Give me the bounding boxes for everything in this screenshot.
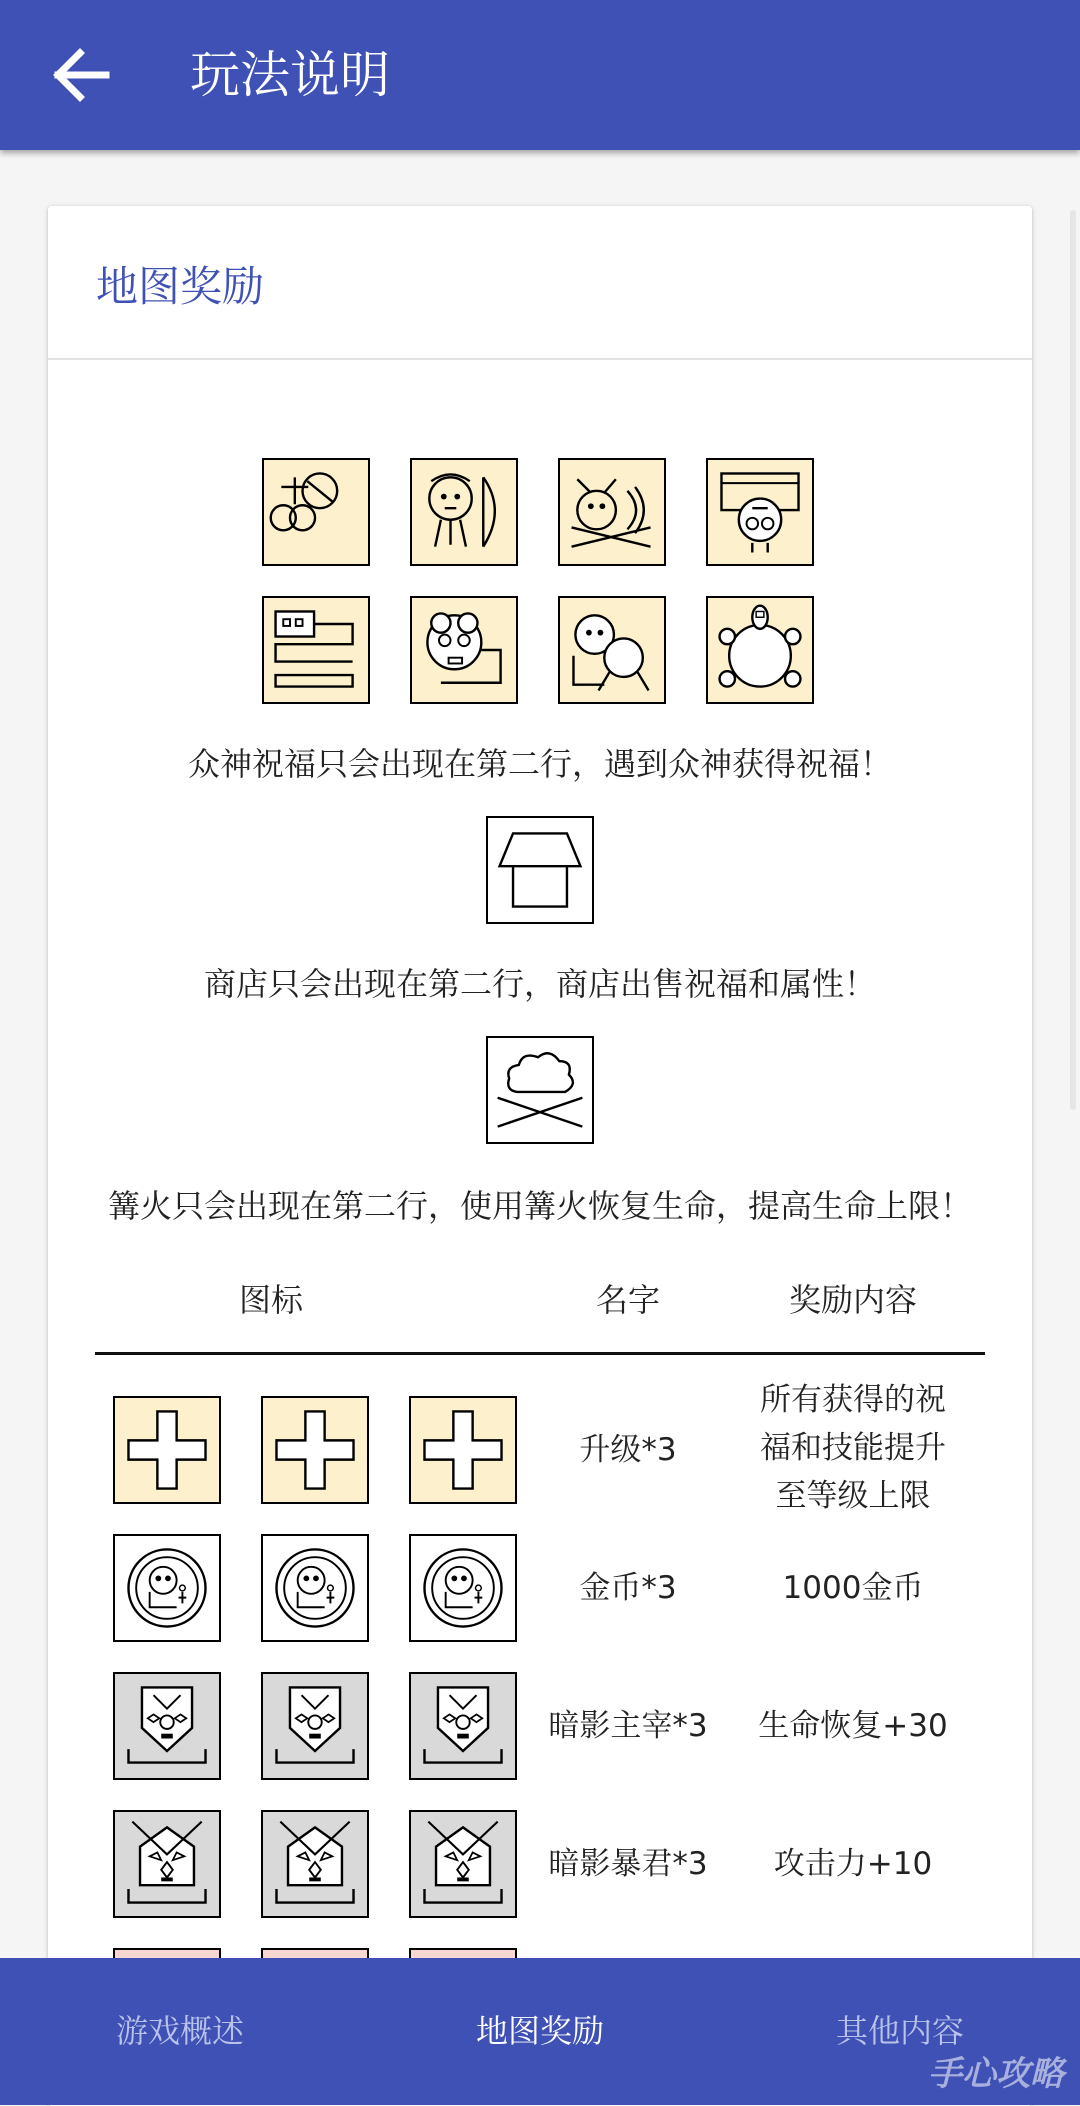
arrow-left-icon <box>48 42 120 108</box>
plus-icon <box>113 1396 221 1504</box>
shadow-tyrant-icon <box>409 1810 517 1918</box>
table-header-rule <box>95 1352 985 1355</box>
coin-icon <box>261 1534 369 1642</box>
table-header-name: 名字 <box>595 1281 660 1319</box>
shadow-lord-icon <box>409 1672 517 1780</box>
god-blessing-icon-1 <box>262 458 370 566</box>
row-reward: 1000金币 <box>782 1570 924 1606</box>
shadow-lord-icon <box>113 1672 221 1780</box>
row-reward: 所有获得的祝 福和技能提升 至等级上限 <box>760 1382 946 1514</box>
shadow-tyrant-icon <box>113 1810 221 1918</box>
tab-game-overview[interactable]: 游戏概述 <box>115 2012 244 2050</box>
god-blessing-icon-3 <box>558 458 666 566</box>
god-blessing-icon-7 <box>558 596 666 704</box>
content-scroll-area[interactable] <box>0 150 1080 1943</box>
god-blessing-icon-4 <box>706 458 814 566</box>
table-header-reward: 奖励内容 <box>788 1281 917 1319</box>
god-blessing-icon-5 <box>262 596 370 704</box>
row-name: 升级*3 <box>579 1432 677 1468</box>
shop-description: 商店只会出现在第二行，商店出售祝福和属性！ <box>203 965 876 1003</box>
back-button[interactable] <box>48 42 120 108</box>
page-title: 玩法说明 <box>190 46 390 104</box>
tab-map-rewards[interactable]: 地图奖励 <box>475 2012 604 2050</box>
table-header-icon: 图标 <box>238 1281 303 1319</box>
row-reward: 攻击力+10 <box>773 1846 933 1882</box>
row-name: 金币*3 <box>579 1570 677 1606</box>
row-reward: 生命恢复+30 <box>758 1708 948 1744</box>
scrollbar[interactable] <box>1070 210 1076 1110</box>
bonfire-description: 篝火只会出现在第二行，使用篝火恢复生命，提高生命上限！ <box>107 1187 972 1225</box>
tab-other-content[interactable]: 其他内容 <box>835 2012 964 2050</box>
god-blessing-icon-8 <box>706 596 814 704</box>
row-name: 暗影暴君*3 <box>548 1846 708 1882</box>
shadow-lord-icon <box>261 1672 369 1780</box>
coin-icon <box>113 1534 221 1642</box>
plus-icon <box>409 1396 517 1504</box>
shop-icon <box>486 816 594 924</box>
shadow-tyrant-icon <box>261 1810 369 1918</box>
card-title: 地图奖励 <box>96 262 265 311</box>
map-reward-card <box>48 206 1032 2106</box>
watermark-logo: 手心攻略 <box>928 2054 1064 2094</box>
blessing-description: 众神祝福只会出现在第二行，遇到众神获得祝福！ <box>187 745 892 783</box>
coin-icon <box>409 1534 517 1642</box>
god-blessing-icon-6 <box>410 596 518 704</box>
god-blessing-icon-2 <box>410 458 518 566</box>
plus-icon <box>261 1396 369 1504</box>
divider <box>48 358 1032 360</box>
bottom-nav <box>0 1958 1080 2105</box>
app-bar <box>0 0 1080 150</box>
row-name: 暗影主宰*3 <box>548 1708 708 1744</box>
bonfire-icon <box>486 1036 594 1144</box>
